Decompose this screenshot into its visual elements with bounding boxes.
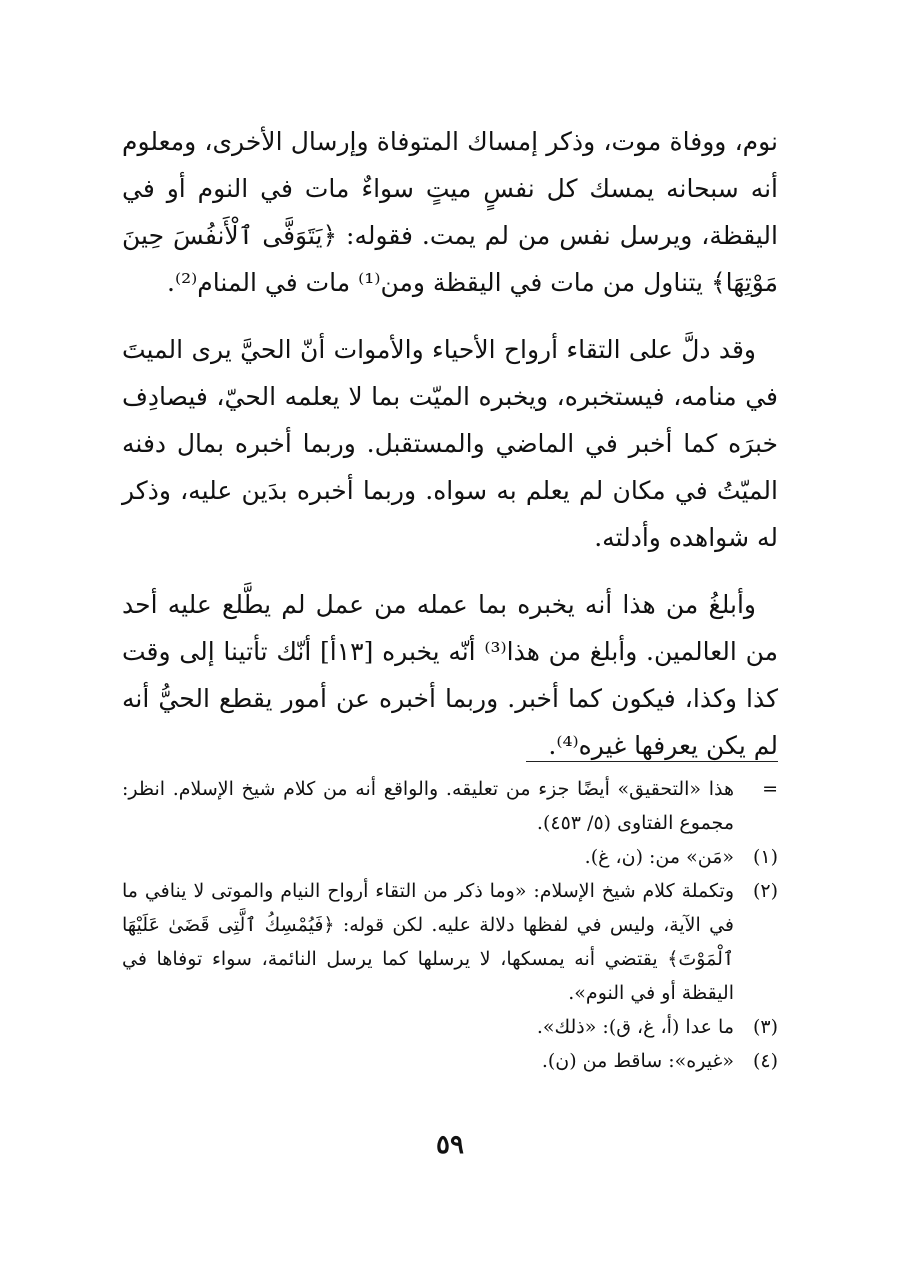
footnote-continuation: [122, 772, 778, 840]
footnote-text: هذا «التحقيق» أيضًا جزء من تعليقه. والواقع أنه من كلام شيخ الإسلام. انظر: مجموع الفتاوى (٥/ ٤٥٣).: [122, 778, 734, 834]
paragraph-3-text: وأبلغُ من هذا أنه يخبره بما عمله من عمل لم يطَّلع عليه أحد من العالمين. وأبلغ من هذا⁽³⁾ أنّه يخبره [١٣أ] أنّك تأتينا إلى وقت كذا وكذا، فيكون كما أخبر. وربما أخبره عن أمور يقطع الحيُّ أنه لم يكن يعرفها غيره⁽⁴⁾.: [122, 590, 778, 760]
footnote-text: وتكملة كلام شيخ الإسلام: «وما ذكر من التقاء أرواح النيام والموتى لا ينافي ما في الآية، وليس في لفظها دلالة عليه. لكن قوله: ﴿فَيُمْسِكُ ٱلَّتِى قَضَىٰ عَلَيْهَا ٱلْمَوْتَ﴾ يقتضي أنه يمسكها، لا يرسلها كما يرسل النائمة، سواء توفاها في اليقظة أو في النوم».: [122, 880, 734, 1004]
paragraph-1-text: نوم، ووفاة موت، وذكر إمساك المتوفاة وإرسال الأخرى، ومعلوم أنه سبحانه يمسك كل نفسٍ ميتٍ سواءٌ مات في النوم أو في اليقظة، ويرسل نفس من لم يمت. فقوله: ﴿يَتَوَفَّى ٱلْأَنفُسَ حِينَ مَوْتِهَا﴾ يتناول من مات في اليقظة ومن⁽¹⁾ مات في المنام⁽²⁾.: [122, 127, 778, 297]
footnote-text: «مَن» من: (ن، غ).: [584, 846, 734, 868]
footnote-mark: (٢): [752, 880, 778, 902]
paragraph-2-text: وقد دلَّ على التقاء أرواح الأحياء والأموات أنّ الحيَّ يرى الميتَ في منامه، فيستخبره، ويخبره الميّت بما لا يعلمه الحيّ، فيصادِف خبرَه كما أخبر في الماضي والمستقبل. وربما أخبره بمال دفنه الميّتُ في مكان لم يعلم به سواه. وربما أخبره بدَين عليه، وذكر له شواهده وأدلته.: [122, 335, 778, 552]
footnote-text: «غيره»: ساقط من (ن).: [541, 1050, 734, 1072]
paragraph-1: [122, 118, 778, 306]
footnote-3: [122, 1010, 778, 1044]
footnote-2: [122, 874, 778, 1010]
footnote-mark: (٣): [752, 1016, 778, 1038]
page-number: ٥٩: [436, 1130, 464, 1160]
footnote-text: ما عدا (أ، غ، ق): «ذلك».: [536, 1016, 734, 1038]
footnote-divider: [526, 761, 778, 762]
footnote-mark: (٤): [752, 1050, 778, 1072]
footnote-mark: (١): [752, 846, 778, 868]
footnotes: [122, 772, 778, 1078]
paragraph-2: [122, 326, 778, 561]
footnote-4: [122, 1044, 778, 1078]
paragraph-3: [122, 581, 778, 769]
main-text: [122, 118, 778, 789]
footnote-mark: =: [762, 778, 778, 800]
footnote-1: [122, 840, 778, 874]
